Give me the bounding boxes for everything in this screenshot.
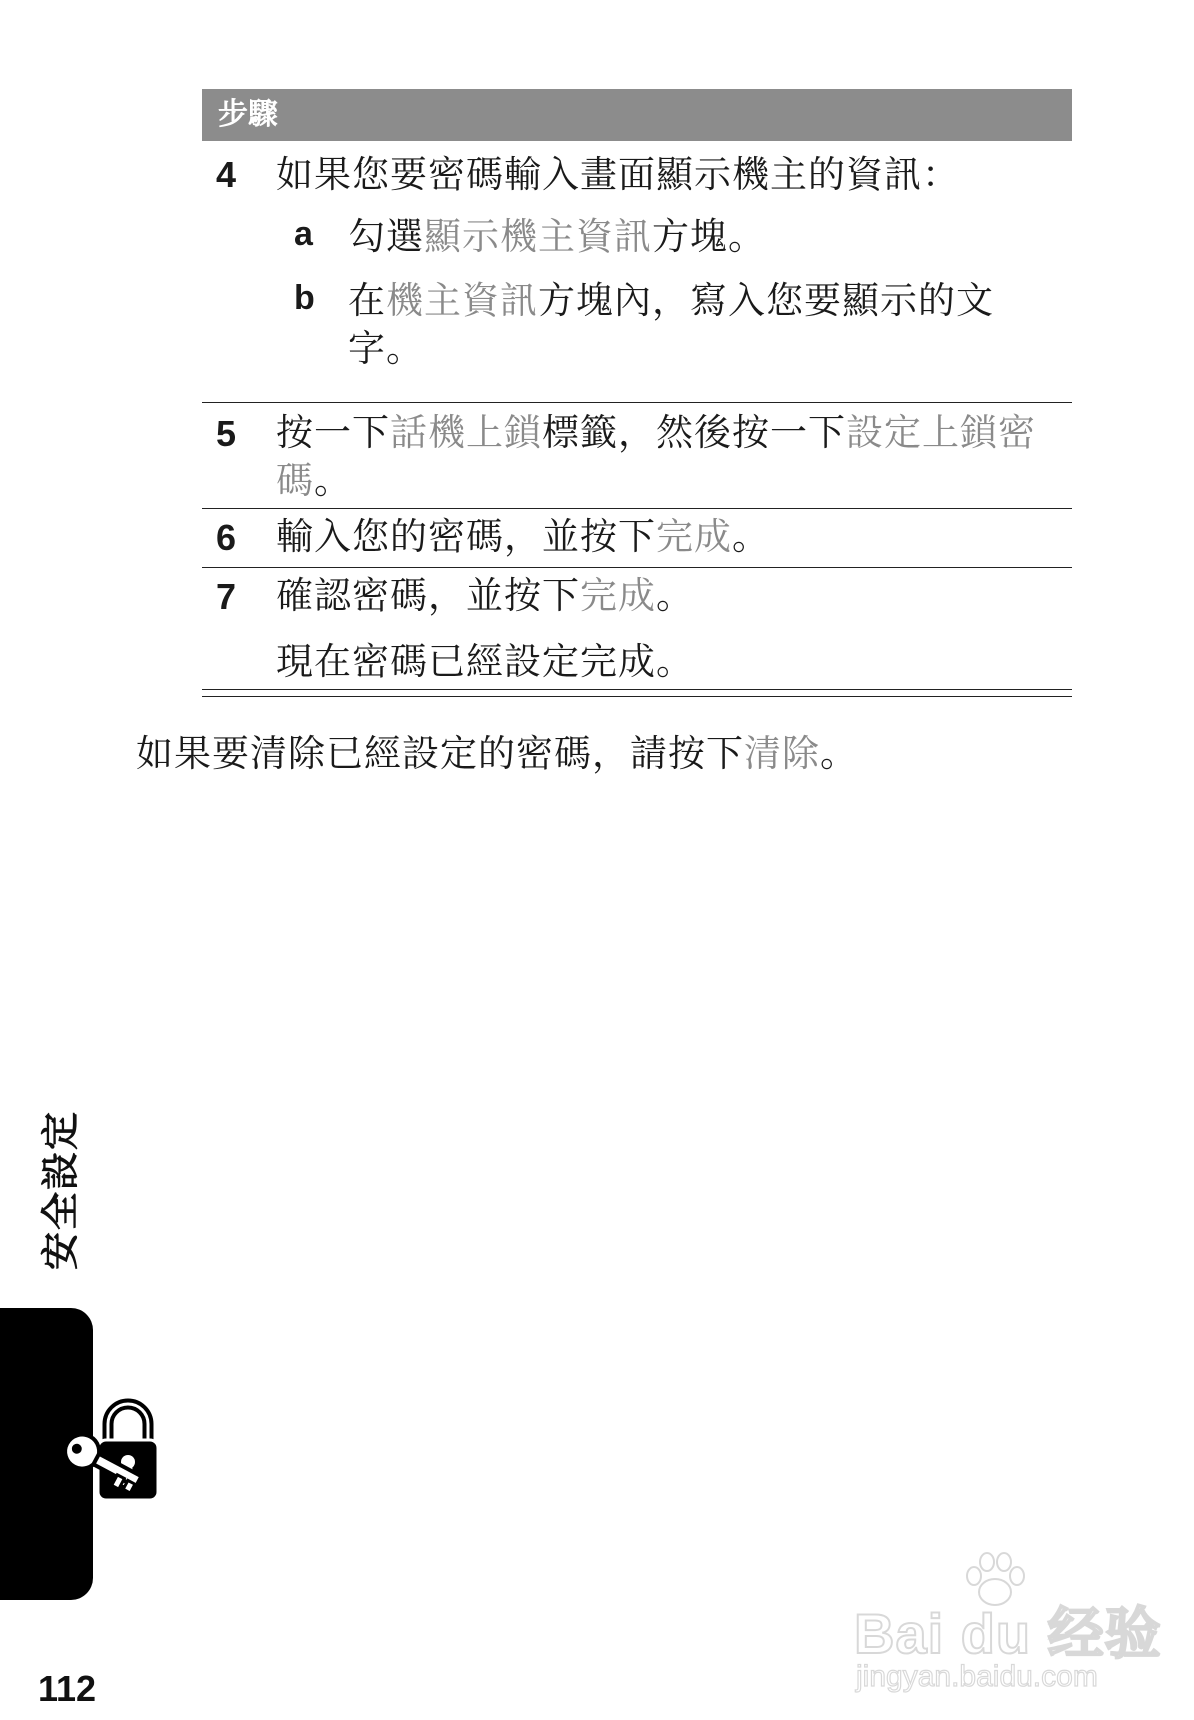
substep-text-pre: 勾選 [348,215,424,258]
clear-note-pre: 如果要清除已經設定的密碼，請按下 [136,732,744,775]
step-text-post: 。 [314,459,352,502]
step-text-post: 。 [732,515,770,558]
clear-password-note [136,730,858,778]
substep-letter: b [294,279,315,317]
step-text-pre: 輸入您的密碼，並按下 [276,515,656,558]
substep-text-post: 方塊。 [652,215,766,258]
ui-term-phone-lock: 話機上鎖 [390,411,542,454]
step-text: 如果您要密碼輸入畫面顯示機主的資訊： [276,153,960,196]
section-side-label [22,1105,92,1275]
step-text-mid: 標籤，然後按一下 [542,411,846,454]
steps-table [202,89,1072,697]
step-row-6 [202,509,1072,568]
ui-term-set-lock-password: 設定上鎖密碼 [276,411,1036,502]
ui-term-done: 完成 [656,515,732,558]
step-note: 現在密碼已經設定完成。 [276,640,694,683]
substep-text [348,213,1062,261]
substep-text-pre: 在 [348,279,386,322]
substep-text-post: 方塊內，寫入您要顯示的文字。 [348,279,994,370]
step-row-4 [202,141,1072,403]
lock-key-icon [58,1390,168,1510]
step-number: 6 [216,517,237,558]
ui-term-clear: 清除 [744,732,820,775]
step-text-post: 。 [656,574,694,617]
step-row-5 [202,403,1072,509]
step-text-pre: 按一下 [276,411,390,454]
substep-text [348,277,1062,373]
substep-letter: a [294,215,313,253]
step-number: 7 [216,576,237,617]
watermark-url: jingyan.baidu.com [856,1660,1098,1693]
ui-term-show-owner-info: 顯示機主資訊 [424,215,652,258]
page-number: 112 [38,1668,97,1709]
table-end-rule [202,689,1072,697]
section-label-text: 安全設定 [38,1109,83,1271]
ui-term-owner-info: 機主資訊 [386,279,538,322]
ui-term-done: 完成 [580,574,656,617]
step-number: 5 [216,413,237,454]
step-text [276,513,1062,561]
watermark [850,1550,1162,1700]
step-text [276,572,1062,620]
step-row-7 [202,568,1072,689]
clear-note-post: 。 [820,732,858,775]
steps-table-header: 步驟 [202,89,1072,141]
watermark-brand: Bai du 经验 [854,1602,1162,1665]
step-text [276,409,1062,505]
step-number: 4 [216,154,237,195]
step-text-pre: 確認密碼，並按下 [276,574,580,617]
